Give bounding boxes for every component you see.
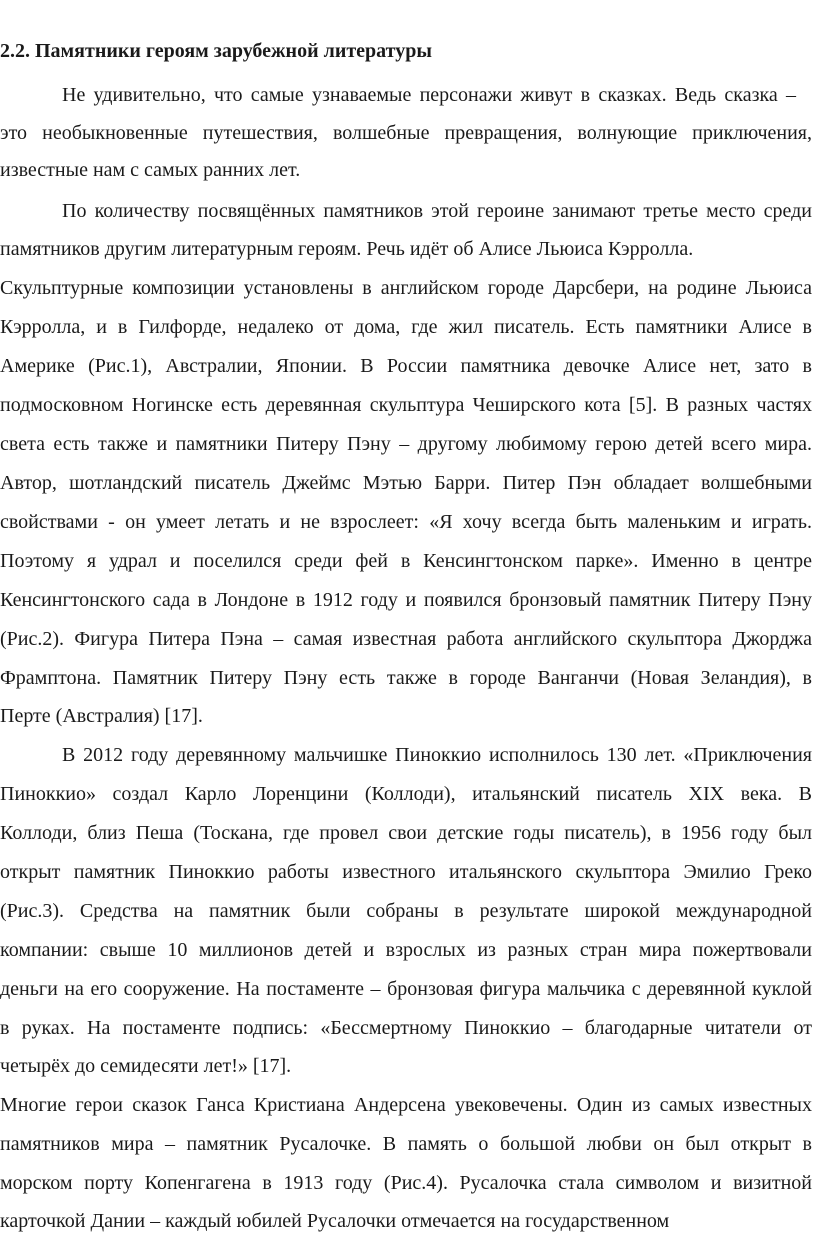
text-line-20: Коллоди, близ Пеша (Тоскана, где провел свои детские годы писатель), в 1956 году был (0, 822, 812, 844)
text-line-28: памятников мира – памятник Русалочке. В память о большой любви он был открыт в (0, 1133, 812, 1155)
text-line-23: компании: свыше 10 миллионов детей и взрослых из разных стран мира пожертвовали (0, 939, 812, 961)
text-line-21: открыт памятник Пиноккио работы известного итальянского скульптора Эмилио Греко (0, 861, 812, 883)
text-line-16: Фрамптона. Памятник Питеру Пэну есть также в городе Ванганчи (Новая Зеландия), в (0, 667, 812, 689)
text-line-14: Кенсингтонского сада в Лондоне в 1912 году и появился бронзовый памятник Питеру Пэну (0, 589, 812, 611)
text-line-4: По количеству посвящённых памятников этой героине занимают третье место среди (62, 200, 812, 222)
text-line-19: Пиноккио» создал Карло Лоренцини (Коллоди), итальянский писатель XIX века. В (0, 783, 812, 805)
text-line-18: В 2012 году деревянному мальчишке Пиноккио исполнилось 130 лет. «Приключения (62, 744, 812, 766)
text-line-5: памятников другим литературным героям. Речь идёт об Алисе Льюиса Кэрролла. (0, 238, 694, 260)
text-line-8: Америке (Рис.1), Австралии, Японии. В России памятника девочке Алисе нет, зато в (0, 355, 812, 377)
text-line-9: подмосковном Ногинске есть деревянная скульптура Чеширского кота [5]. В разных частях (0, 394, 812, 416)
text-line-6: Скульптурные композиции установлены в английском городе Дарсбери, на родине Льюиса (0, 277, 812, 299)
text-line-3: известные нам с самых ранних лет. (0, 159, 301, 181)
text-line-15: (Рис.2). Фигура Питера Пэна – самая известная работа английского скульптора Джорджа (0, 628, 812, 650)
text-line-30: карточкой Дании – каждый юбилей Русалочки отмечается на государственном (0, 1210, 670, 1232)
text-line-13: Поэтому я удрал и поселился среди фей в Кенсингтонском парке». Именно в центре (0, 550, 812, 572)
section-heading: 2.2. Памятники героям зарубежной литературы (0, 40, 432, 62)
text-line-17: Перте (Австралия) [17]. (0, 705, 203, 727)
text-line-26: четырёх до семидесяти лет!» [17]. (0, 1055, 292, 1077)
text-line-11: Автор, шотландский писатель Джеймс Мэтью Барри. Питер Пэн обладает волшебными (0, 472, 812, 494)
text-line-10: света есть также и памятники Питеру Пэну – другому любимому герою детей всего мира. (0, 433, 812, 455)
text-line-1: Не удивительно, что самые узнаваемые персонажи живут в сказках. Ведь сказка – (62, 84, 796, 106)
text-line-25: в руках. На постаменте подпись: «Бессмертному Пиноккио – благодарные читатели от (0, 1017, 812, 1039)
text-line-12: свойствами - он умеет летать и не взрослеет: «Я хочу всегда быть маленьким и играть. (0, 511, 812, 533)
text-line-2: это необыкновенные путешествия, волшебные превращения, волнующие приключения, (0, 122, 812, 144)
text-line-29: морском порту Копенгагена в 1913 году (Рис.4). Русалочка стала символом и визитной (0, 1172, 812, 1194)
text-line-27: Многие герои сказок Ганса Кристиана Андерсена увековечены. Один из самых известных (0, 1094, 812, 1116)
text-line-24: деньги на его сооружение. На постаменте – бронзовая фигура мальчика с деревянной куклой (0, 978, 812, 1000)
text-line-7: Кэрролла, и в Гилфорде, недалеко от дома, где жил писатель. Есть памятники Алисе в (0, 316, 812, 338)
text-line-22: (Рис.3). Средства на памятник были собраны в результате широкой международной (0, 900, 812, 922)
